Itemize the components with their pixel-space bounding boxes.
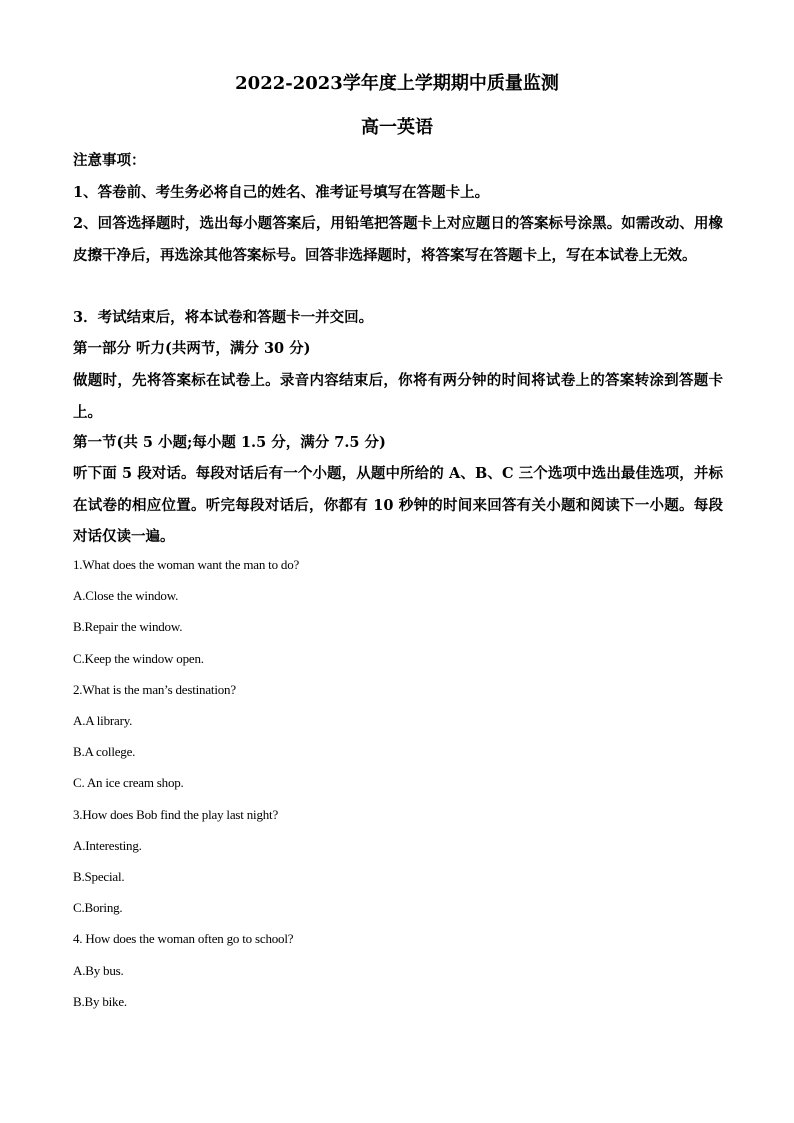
- notes-item-2: 2、回答选择题时，选出每小题答案后，用铅笔把答题卡上对应题日的答案标号涂黑。如需改动、用橡皮擦干净后，再选涂其他答案标号。回答非选择题时，将答案写在答题卡上，写在本试卷上无效。: [73, 215, 723, 264]
- notes-heading: 注意事项：: [73, 152, 146, 169]
- question-4-option-a: A.By bus.: [73, 963, 124, 978]
- part1-instructions: 做题时，先将答案标在试卷上。录音内容结束后，你将有两分钟的时间将试卷上的答案转涂到答题卡上。: [73, 372, 723, 421]
- part1-heading: 第一部分 听力(共两节，满分 30 分): [73, 340, 311, 357]
- section1-heading: 第一节(共 5 小题;每小题 1.5 分，满分 7.5 分): [73, 434, 386, 451]
- question-4-stem: 4. How does the woman often go to school?: [73, 931, 294, 946]
- question-3-option-a: A.Interesting.: [73, 838, 142, 853]
- notes-item-1: 1、答卷前、考生务必将自己的姓名、准考证号填写在答题卡上。: [73, 184, 490, 201]
- question-1-stem: 1.What does the woman want the man to do?: [73, 557, 300, 572]
- question-3-option-c: C.Boring.: [73, 900, 123, 915]
- question-3-stem: 3.How does Bob find the play last night?: [73, 807, 279, 822]
- exam-title: 2022-2023学年度上学期期中质量监测: [235, 73, 559, 94]
- exam-subject: 高一英语: [361, 117, 433, 138]
- question-4-option-b: B.By bike.: [73, 994, 127, 1009]
- question-2-option-a: A.A library.: [73, 713, 133, 728]
- question-1-option-c: C.Keep the window open.: [73, 651, 204, 666]
- question-1-option-a: A.Close the window.: [73, 588, 179, 603]
- question-1-option-b: B.Repair the window.: [73, 619, 183, 634]
- question-2-stem: 2.What is the man’s destination?: [73, 682, 236, 697]
- question-2-option-c: C. An ice cream shop.: [73, 775, 184, 790]
- question-3-option-b: B.Special.: [73, 869, 125, 884]
- section1-instructions: 听下面 5 段对话。每段对话后有一个小题，从题中所给的 A、B、C 三个选项中选出最佳选项，并标在试卷的相应位置。听完每段对话后，你都有 10 秒钟的时间来回答有关小题和阅读下一小题。每段对话仅读一遍。: [73, 465, 723, 545]
- question-2-option-b: B.A college.: [73, 744, 136, 759]
- notes-item-3: 3．考试结束后，将本试卷和答题卡一并交回。: [73, 309, 374, 326]
